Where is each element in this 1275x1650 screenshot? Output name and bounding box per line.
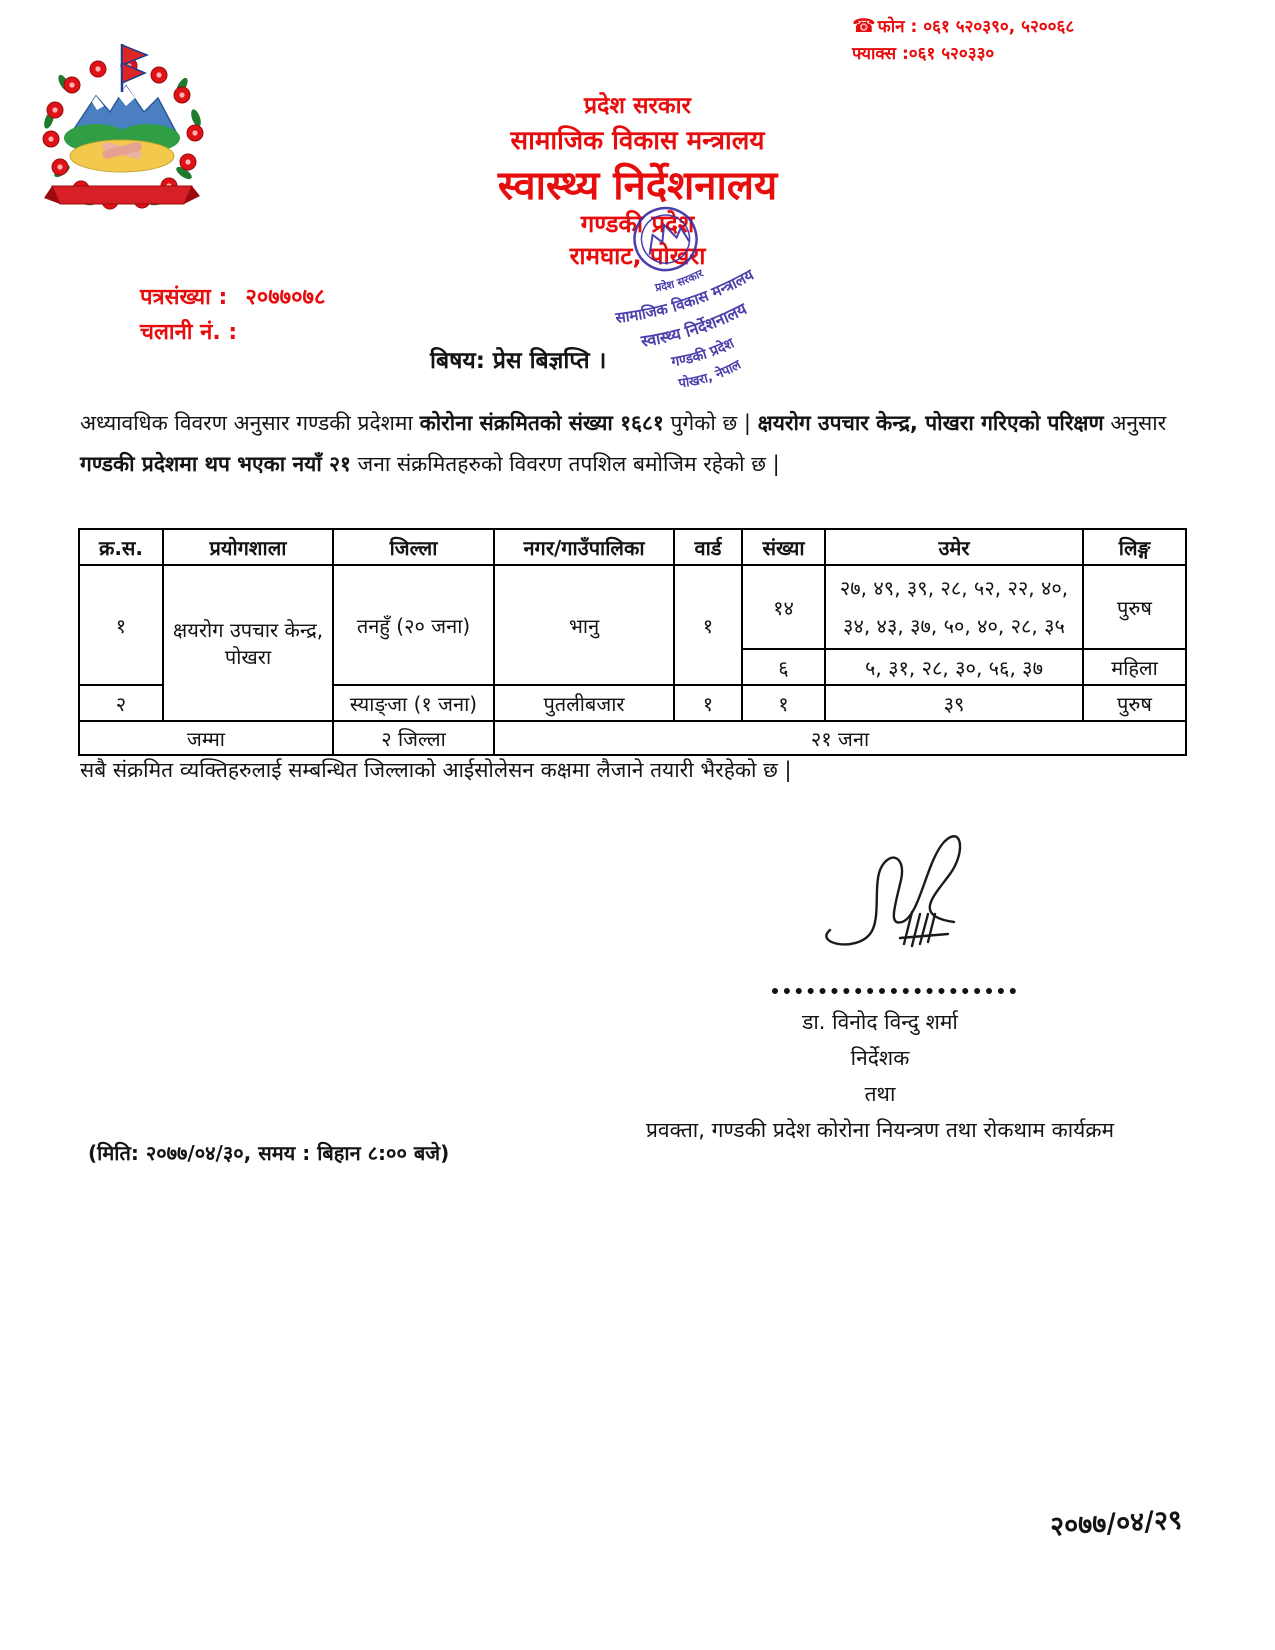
subject-line: बिषय: प्रेस बिज्ञप्ति । xyxy=(430,348,607,374)
cell-ages-2: ३९ xyxy=(825,685,1083,721)
reference-number-line xyxy=(140,281,325,311)
letterhead-government: प्रदेश सरकार xyxy=(584,93,691,119)
case-detail-table xyxy=(78,528,1187,756)
fax-line xyxy=(852,41,1074,67)
table-total-row xyxy=(79,721,1186,755)
stamp-government-text: प्रदेश सरकार xyxy=(654,266,706,295)
cell-district-2: स्याङ्जा (१ जना) xyxy=(333,685,494,721)
body-seg-1: अध्यावधिक विवरण अनुसार गण्डकी प्रदेशमा xyxy=(80,411,420,435)
cell-count-1-female: ६ xyxy=(742,649,825,685)
letterhead-directorate: स्वास्थ्य निर्देशनालय xyxy=(497,163,778,209)
body-seg-7: जना संक्रमितहरुको विवरण तपशिल बमोजिम रहेको छ | xyxy=(350,451,780,476)
fax-label: फ्याक्स : xyxy=(852,44,909,65)
cell-total-districts: २ जिल्ला xyxy=(333,721,494,755)
cell-gender-2: पुरुष xyxy=(1083,685,1186,721)
col-header-lab: प्रयोगशाला xyxy=(163,529,333,565)
dispatch-number-label: चलानी नं. : xyxy=(140,320,238,345)
dispatch-number-line xyxy=(140,316,237,346)
signatory-conjunction: तथा xyxy=(864,1082,896,1107)
col-header-sn: क्र.स. xyxy=(79,529,163,565)
phone-label: फोन : xyxy=(877,17,918,37)
phone-numbers: ०६१ ५२०३९०, ५२००६८ xyxy=(923,17,1075,37)
body-seg-5: अनुसार xyxy=(1103,411,1167,435)
signatory-role: प्रवक्ता, गण्डकी प्रदेश कोरोना नियन्त्रण तथा रोकथाम कार्यक्रम xyxy=(645,1118,1115,1143)
body-seg-2-bold: कोरोना संक्रमितको संख्या १६८१ xyxy=(419,411,664,435)
cell-count-2: १ xyxy=(742,685,825,721)
signatory-title: निर्देशक xyxy=(850,1046,910,1071)
closing-statement: सबै संक्रमित व्यक्तिहरुलाई सम्बन्धित जिल्लाको आईसोलेसन कक्षमा लैजाने तयारी भैरहेको छ | xyxy=(80,758,792,782)
datetime-note: (मिति: २०७७/०४/३०, समय : बिहान ८:०० बजे) xyxy=(88,1141,450,1165)
signatory-name: डा. विनोद विन्दु शर्मा xyxy=(802,1010,958,1034)
reference-number-value: २०७७०७८ xyxy=(245,285,326,310)
cell-sn-2: २ xyxy=(79,685,163,721)
letterhead-ministry: सामाजिक विकास मन्त्रालय xyxy=(510,126,765,156)
letterhead-province: गण्डकी प्रदेश xyxy=(580,210,695,238)
cell-municipality-2: पुतलीबजार xyxy=(494,685,674,721)
cell-municipality-1: भानु xyxy=(494,565,674,685)
handwritten-signature xyxy=(808,822,978,962)
col-header-count: संख्या xyxy=(742,529,825,565)
signature-dotted-line xyxy=(772,966,1016,994)
phone-line xyxy=(852,12,1074,41)
cell-total-label: जम्मा xyxy=(79,721,333,755)
cell-ages-1-male: २७, ४९, ३९, २८, ५२, २२, ४०, ३४, ४३, ३७, ५०, ४०, २८, ३५ xyxy=(825,565,1083,649)
table-row-1-male xyxy=(79,565,1186,649)
cell-ward-2: १ xyxy=(674,685,742,721)
letterhead-address: रामघाट, पोखरा xyxy=(569,242,706,270)
cell-ward-1: १ xyxy=(674,565,742,685)
stamp-emblem-circle xyxy=(626,200,704,278)
cell-district-1: तनहुँ (२० जना) xyxy=(333,565,494,685)
stamp-ministry-text: सामाजिक विकास मन्त्रालय xyxy=(614,265,757,327)
cell-gender-1-female: महिला xyxy=(1083,649,1186,685)
reference-number-label: पत्रसंख्या : xyxy=(140,285,228,310)
stamp-address-text: पोखरा, नेपाल xyxy=(677,357,744,392)
body-seg-4-bold: क्षयरोग उपचार केन्द्र, पोखरा गरिएको परिक्षण xyxy=(757,411,1104,435)
cell-lab-1: क्षयरोग उपचार केन्द्र, पोखरा xyxy=(163,565,333,721)
cell-ages-1-female: ५, ३१, २८, ३०, ५६, ३७ xyxy=(825,649,1083,685)
cell-count-1-male: १४ xyxy=(742,565,825,649)
telephone-icon: ☎ xyxy=(852,15,876,37)
handwritten-date: २०७७/०४/२९ xyxy=(1049,1504,1183,1543)
stamp-directorate-text: स्वास्थ्य निर्देशनालय xyxy=(639,299,750,351)
cell-total-count: २१ जना xyxy=(494,721,1186,755)
col-header-gender: लिङ्ग xyxy=(1083,529,1186,565)
stamp-province-text: गण्डकी प्रदेश xyxy=(670,335,737,371)
body-seg-3: पुगेको छ | xyxy=(663,411,758,435)
col-header-ward: वार्ड xyxy=(674,529,742,565)
signatory-block xyxy=(500,1004,1260,1148)
body-paragraph xyxy=(80,403,1195,485)
table-header-row xyxy=(79,529,1186,565)
cell-gender-1-male: पुरुष xyxy=(1083,565,1186,649)
body-seg-6-bold: गण्डकी प्रदेशमा थप भएका नयाँ २१ xyxy=(80,451,351,476)
col-header-district: जिल्ला xyxy=(333,529,494,565)
contact-block xyxy=(852,12,1074,68)
col-header-municipality: नगर/गाउँपालिका xyxy=(494,529,674,565)
emblem-flag xyxy=(122,44,147,92)
fax-number: ०६१ ५२०३३० xyxy=(908,44,995,65)
office-stamp xyxy=(553,192,817,407)
col-header-age: उमेर xyxy=(825,529,1083,565)
cell-sn-1: १ xyxy=(79,565,163,685)
